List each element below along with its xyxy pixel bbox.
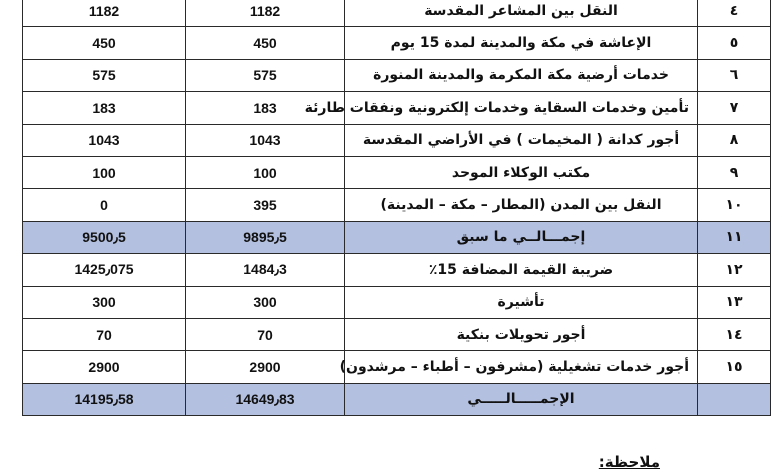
- table-row: [23, 254, 771, 286]
- table-row: [23, 124, 771, 156]
- row-number: ٩: [698, 156, 771, 188]
- table-row: [23, 59, 771, 91]
- row-value-1: 575: [186, 59, 345, 91]
- row-value-2: 70: [23, 318, 186, 350]
- row-value-1: 14649٫83: [186, 383, 345, 415]
- row-number: ١٥: [698, 351, 771, 383]
- row-value-2: 9500٫5: [23, 221, 186, 253]
- row-number: [698, 383, 771, 415]
- row-item: خدمات أرضية مكة المكرمة والمدينة المنورة: [345, 59, 698, 91]
- row-number: ١٢: [698, 254, 771, 286]
- row-value-1: 395: [186, 189, 345, 221]
- row-number: ٥: [698, 27, 771, 59]
- row-value-1: 9895٫5: [186, 221, 345, 253]
- table-row: [23, 27, 771, 59]
- row-value-2: 1425٫075: [23, 254, 186, 286]
- row-number: ٨: [698, 124, 771, 156]
- row-item: ضريبة القيمة المضافة 15٪: [345, 254, 698, 286]
- row-value-2: 2900: [23, 351, 186, 383]
- row-value-1: 2900: [186, 351, 345, 383]
- row-value-1: 300: [186, 286, 345, 318]
- row-value-2: 0: [23, 189, 186, 221]
- row-number: ٤: [698, 0, 771, 27]
- row-item: النقل بين المشاعر المقدسة: [345, 0, 698, 27]
- total-row: [23, 383, 771, 415]
- row-item: مكتب الوكلاء الموحد: [345, 156, 698, 188]
- table-row: [23, 189, 771, 221]
- row-item: تأمين وخدمات السقاية وخدمات إلكترونية ونفقات طارئة: [345, 92, 698, 124]
- table-row: [23, 351, 771, 383]
- row-value-1: 1043: [186, 124, 345, 156]
- row-value-1: 450: [186, 27, 345, 59]
- row-value-1: 1484٫3: [186, 254, 345, 286]
- row-number: ٧: [698, 92, 771, 124]
- cost-table-body: [23, 0, 771, 416]
- table-row: [23, 0, 771, 27]
- row-value-2: 183: [23, 92, 186, 124]
- note-label: ملاحظة:: [598, 453, 660, 471]
- row-number: ١٠: [698, 189, 771, 221]
- row-number: ١١: [698, 221, 771, 253]
- row-value-2: 1182: [23, 0, 186, 27]
- row-value-2: 575: [23, 59, 186, 91]
- table-row: [23, 92, 771, 124]
- row-value-2: 300: [23, 286, 186, 318]
- row-value-1: 183: [186, 92, 345, 124]
- row-value-2: 450: [23, 27, 186, 59]
- total-row: [23, 221, 771, 253]
- row-item: إجمـــالــي ما سبق: [345, 221, 698, 253]
- row-item: أجور خدمات تشغيلية (مشرفون – أطباء – مرشدون): [345, 351, 698, 383]
- row-value-1: 1182: [186, 0, 345, 27]
- row-value-2: 1043: [23, 124, 186, 156]
- row-value-1: 100: [186, 156, 345, 188]
- row-number: ١٣: [698, 286, 771, 318]
- row-value-2: 14195٫58: [23, 383, 186, 415]
- table-row: [23, 156, 771, 188]
- row-item: أجور كدانة ( المخيمات ) في الأراضي المقدسة: [345, 124, 698, 156]
- row-item: الإجمـــــالـــــي: [345, 383, 698, 415]
- table-row: [23, 286, 771, 318]
- row-number: ١٤: [698, 318, 771, 350]
- row-item: أجور تحويلات بنكية: [345, 318, 698, 350]
- row-number: ٦: [698, 59, 771, 91]
- table-row: [23, 318, 771, 350]
- row-item: الإعاشة في مكة والمدينة لمدة 15 يوم: [345, 27, 698, 59]
- row-value-2: 100: [23, 156, 186, 188]
- cost-table: [22, 0, 771, 416]
- row-value-1: 70: [186, 318, 345, 350]
- row-item: النقل بين المدن (المطار – مكة – المدينة): [345, 189, 698, 221]
- row-item: تأشيرة: [345, 286, 698, 318]
